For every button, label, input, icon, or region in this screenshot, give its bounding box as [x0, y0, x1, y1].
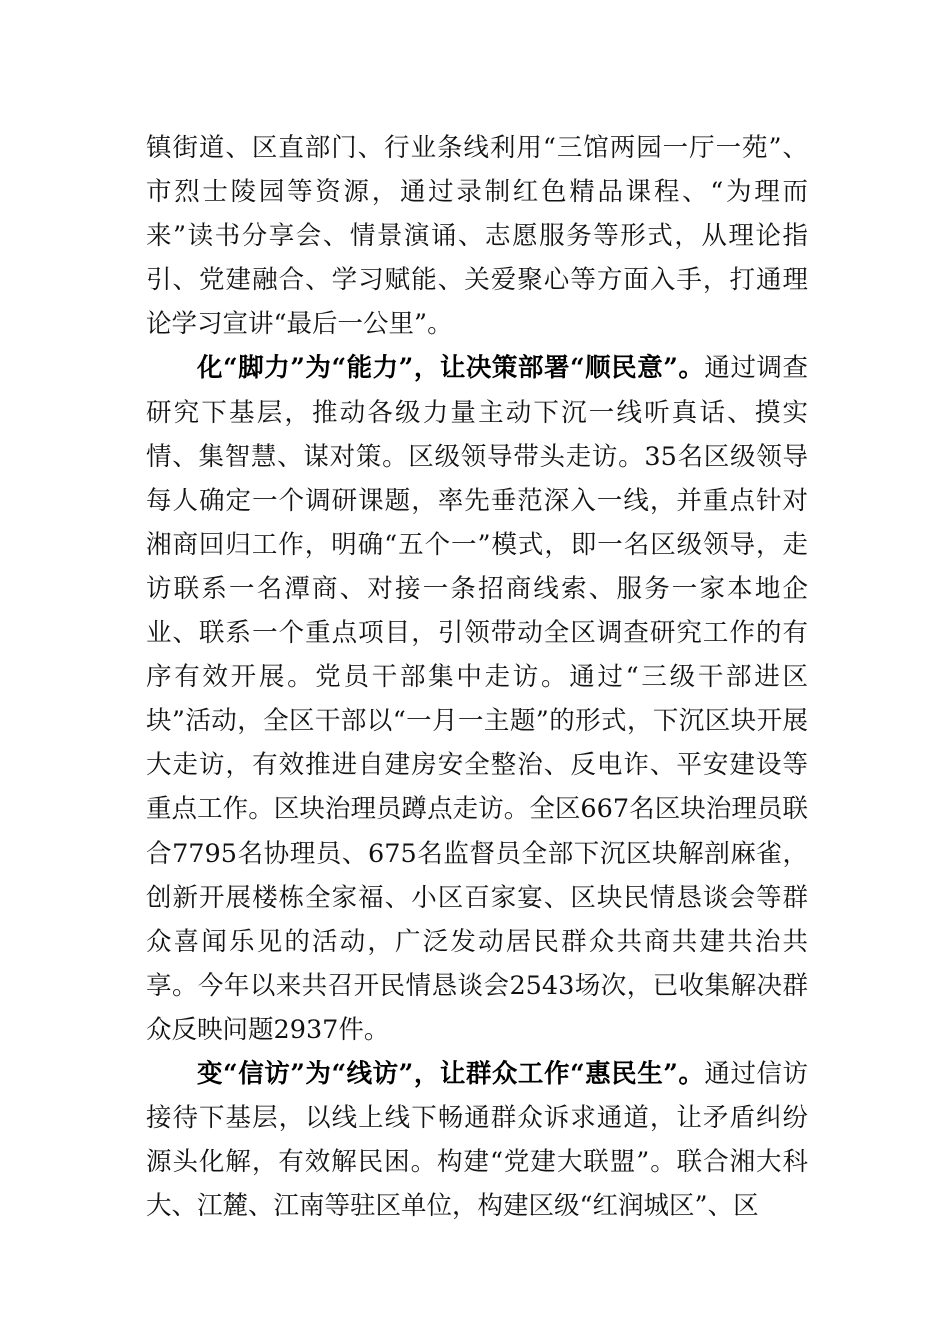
paragraph-3-heading: 变“信访”为“线访”，让群众工作“惠民生”。	[197, 1058, 705, 1089]
paragraph-3	[146, 1052, 808, 1228]
document-page	[146, 126, 808, 1228]
paragraph-2-text: 通过调查研究下基层，推动各级力量主动下沉一线听真话、摸实情、集智慧、谋对策。区级领导带头走访。35名区级领导每人确定一个调研课题，率先垂范深入一线，并重点针对湘商回归工作，明确“五个一”模式，即一名区级领导，走访联系一名潭商、对接一条招商线索、服务一家本地企业、联系一个重点项目，引领带动全区调查研究工作的有序有效开展。党员干部集中走访。通过“三级干部进区块”活动，全区干部以“一月一主题”的形式，下沉区块开展大走访，有效推进自建房安全整治、反电诈、平安建设等重点工作。区块治理员蹲点走访。全区667名区块治理员联合7795名协理员、675名监督员全部下沉区块解剖麻雀，创新开展楼栋全家福、小区百家宴、区块民情恳谈会等群众喜闻乐见的活动，广泛发动居民群众共商共建共治共享。今年以来共召开民情恳谈会2543场次，已收集解决群众反映问题2937件。	[146, 353, 808, 1045]
paragraph-1	[146, 126, 808, 346]
paragraph-2-heading: 化“脚力”为“能力”，让决策部署“顺民意”。	[197, 353, 705, 384]
paragraph-1-text: 镇街道、区直部门、行业条线利用“三馆两园一厅一苑”、市烈士陵园等资源，通过录制红色精品课程、“为理而来”读书分享会、情景演诵、志愿服务等形式，从理论指引、党建融合、学习赋能、关爱聚心等方面入手，打通理论学习宣讲“最后一公里”。	[146, 133, 808, 340]
paragraph-3-text: 通过信访接待下基层，以线上线下畅通群众诉求通道，让矛盾纠纷源头化解，有效解民困。构建“党建大联盟”。联合湘大科大、江麓、江南等驻区单位，构建区级“红润城区”、区	[146, 1058, 808, 1222]
paragraph-2	[146, 346, 808, 1052]
